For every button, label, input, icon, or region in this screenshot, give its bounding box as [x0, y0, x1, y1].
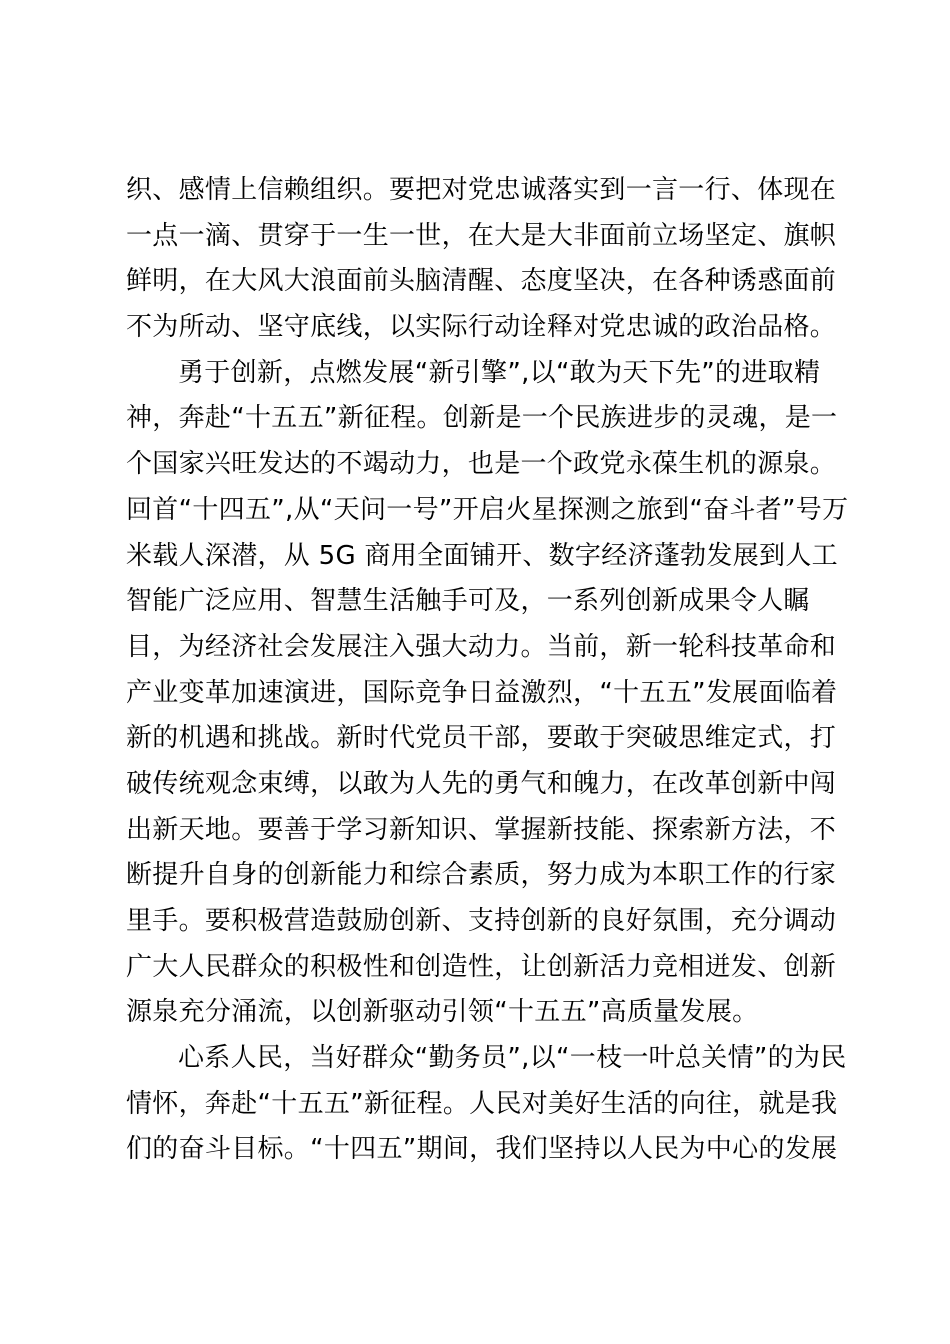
text-line: 个国家兴旺发达的不竭动力，也是一个政党永葆生机的源泉。: [126, 449, 837, 480]
text-line: 目，为经济社会发展注入强大动力。当前，新一轮科技革命和: [126, 631, 837, 662]
text-line: 一点一滴、贯穿于一生一世，在大是大非面前立场坚定、旗帜: [126, 220, 837, 251]
text-line: 广大人民群众的积极性和创造性，让创新活力竞相迸发、创新: [126, 951, 837, 982]
text-line: 神，奔赴“十五五”新征程。创新是一个民族进步的灵魂，是一: [126, 403, 838, 434]
text-line: 米载人深潜，从 5G 商用全面铺开、数字经济蓬勃发展到人工: [126, 540, 838, 571]
text-line: 破传统观念束缚，以敢为人先的勇气和魄力，在改革创新中闯: [126, 768, 837, 799]
text-line: 不为所动、坚守底线，以实际行动诠释对党忠诚的政治品格。: [126, 312, 837, 343]
text-line: 新的机遇和挑战。新时代党员干部，要敢于突破思维定式，打: [126, 723, 837, 754]
body-text: [126, 168, 849, 1173]
text-line: 产业变革加速演进，国际竞争日益激烈，“十五五”发展面临着: [126, 677, 838, 708]
text-line: 出新天地。要善于学习新知识、掌握新技能、探索新方法，不: [126, 814, 837, 845]
text-line: 们的奋斗目标。“十四五”期间，我们坚持以人民为中心的发展: [126, 1134, 838, 1165]
text-line: 里手。要积极营造鼓励创新、支持创新的良好氛围，充分调动: [126, 906, 837, 936]
text-line: 鲜明，在大风大浪面前头脑清醒、态度坚决，在各种诱惑面前: [126, 266, 837, 297]
text-line: 源泉充分涌流，以创新驱动引领“十五五”高质量发展。: [126, 997, 759, 1028]
text-line: 织、感情上信赖组织。要把对党忠诚落实到一言一行、体现在: [126, 175, 837, 205]
text-line: 断提升自身的创新能力和综合素质，努力成为本职工作的行家: [126, 860, 837, 891]
text-line: 智能广泛应用、智慧生活触手可及，一系列创新成果令人瞩: [126, 586, 810, 617]
paragraph-start-line: 心系人民，当好群众“勤务员”,以“一枝一叶总关情”的为民: [178, 1043, 847, 1074]
paragraph-start-line: 勇于创新，点燃发展“新引擎”,以“敢为天下先”的进取精: [178, 357, 821, 388]
text-line: 回首“十四五”,从“天问一号”开启火星探测之旅到“奋斗者”号万: [126, 494, 849, 525]
text-line: 情怀，奔赴“十五五”新征程。人民对美好生活的向往，就是我: [126, 1088, 838, 1119]
